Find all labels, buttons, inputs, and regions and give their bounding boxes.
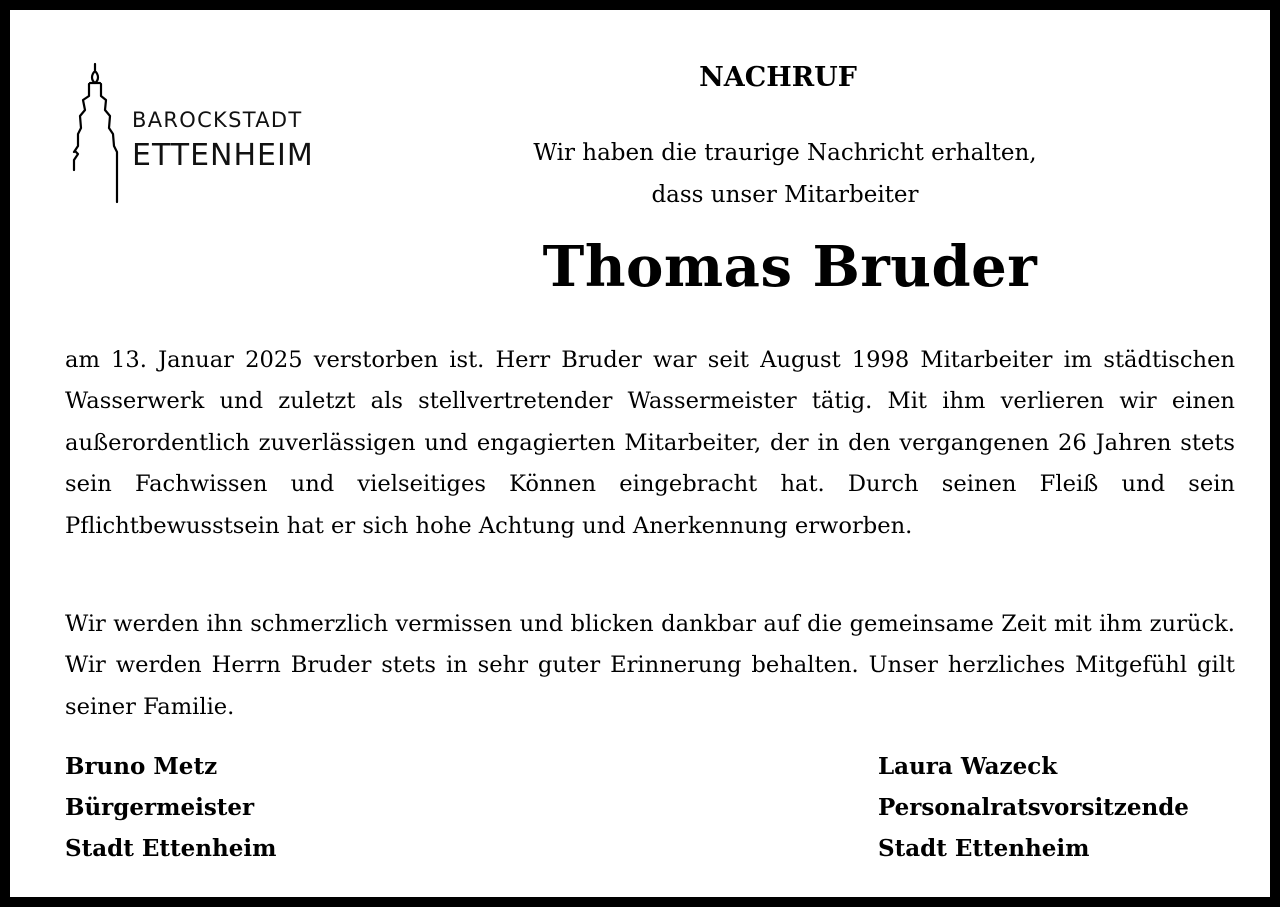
deceased-name: Thomas Bruder <box>542 234 1038 300</box>
signatory-name: Bruno Metz <box>65 753 218 780</box>
signatory-role: Bürgermeister <box>65 794 255 821</box>
signatory-role: Personalratsvorsitzende <box>878 794 1189 821</box>
intro-text <box>440 132 1130 216</box>
intro-line-1: Wir haben die traurige Nachricht erhalten, <box>533 140 1037 166</box>
church-tower-icon <box>70 62 130 207</box>
city-logo <box>70 62 350 207</box>
logo-text-ettenheim: ETTENHEIM <box>132 138 314 173</box>
signature-block-left <box>65 746 276 869</box>
signatory-organization: Stadt Ettenheim <box>65 835 277 862</box>
obituary-heading: NACHRUF <box>699 62 857 93</box>
body-paragraph-2: Wir werden ihn schmerzlich vermissen und blicken dankbar auf die gemeinsame Zeit mit ihm zurück. Wir werden Herrn Bruder stets in sehr guter Erinnerung behalten. Unser herzliches Mitgefühl gilt seiner Familie. <box>65 611 1235 720</box>
body-paragraph-1: am 13. Januar 2025 verstorben ist. Herr Bruder war seit August 1998 Mitarbeiter im städtischen Wasserwerk und zuletzt als stellvertretender Wassermeister tätig. Mit ihm verlieren wir einen außerordentlich zuverlässigen und engagierten Mitarbeiter, der in den vergangenen 26 Jahren stets sein Fachwissen und vielseitiges Können eingebracht hat. Durch seinen Fleiß und sein Pflichtbewusstsein hat er sich hohe Achtung und Anerkennung erworben. <box>65 347 1235 539</box>
logo-text-barockstadt: BAROCKSTADT <box>132 108 303 132</box>
signatory-organization: Stadt Ettenheim <box>878 835 1090 862</box>
signature-block-right <box>878 746 1189 869</box>
intro-line-2: dass unser Mitarbeiter <box>651 182 919 208</box>
signatory-name: Laura Wazeck <box>878 753 1058 780</box>
